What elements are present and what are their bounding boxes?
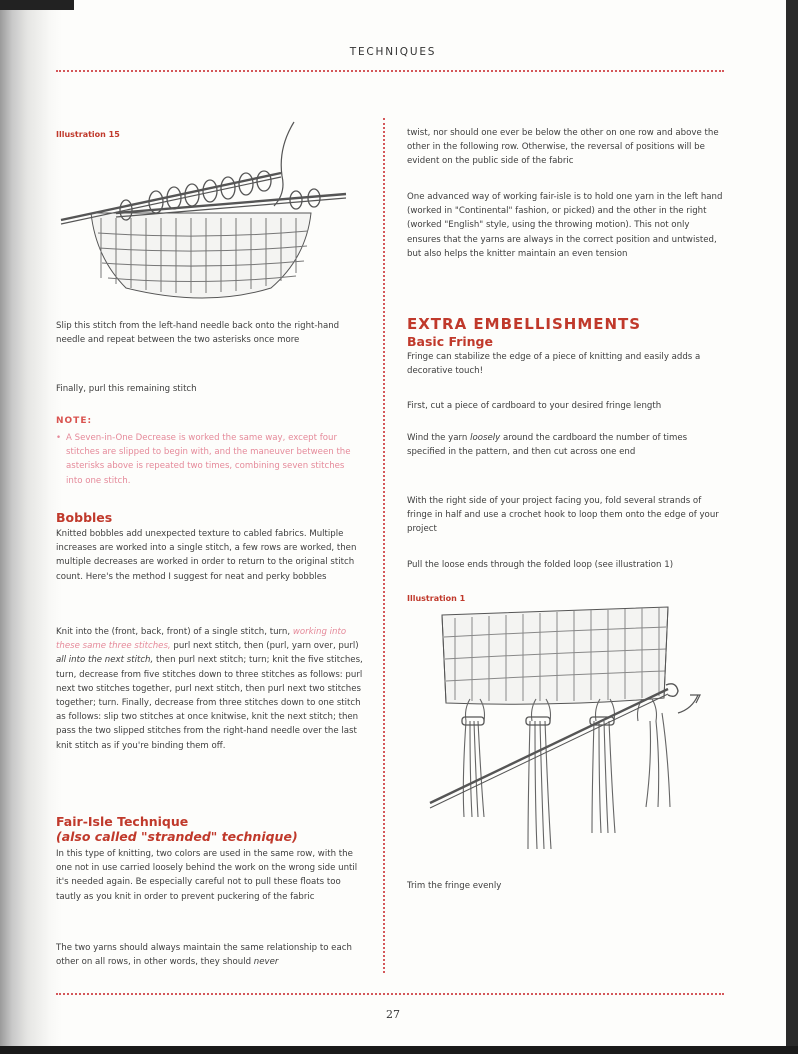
scan-bottom-edge (0, 1046, 798, 1054)
advanced-paragraph: One advanced way of working fair-isle is to hold one yarn in the left hand (worked in "Continental" fashion, or picked) and the other in the right (worked "English" style, using the throwing motion). This not only ensures that the yarns are always in the correct position and untwisted, but also helps the knitter maintain an even tension (407, 192, 723, 259)
slip-paragraph: Slip this stitch from the left-hand needle back onto the right-hand needle and repeat between the two asterisks once more (56, 321, 340, 346)
illustration-15-knitting-needles (56, 118, 356, 310)
note-title: NOTE: (56, 416, 93, 426)
fair-isle-subheading: (also called "stranded" technique) (56, 829, 298, 844)
illustration-1-fringe (410, 603, 710, 868)
basic-fringe-heading: Basic Fringe (407, 334, 493, 349)
finally-paragraph: Finally, purl this remaining stitch (56, 384, 197, 394)
with-paragraph: With the right side of your project facing you, fold several strands of fringe in half and use a crochet hook to loop them onto the edge of your project (407, 496, 719, 535)
book-gutter-shadow (0, 0, 62, 1046)
scan-corner (0, 0, 74, 10)
note-block (56, 431, 358, 488)
illustration-1-caption: Illustration 1 (407, 594, 466, 603)
pull-paragraph: Pull the loose ends through the folded loop (see illustration 1) (407, 560, 674, 570)
bobbles-method-italic-1: working into these same three stitches, (56, 627, 347, 652)
illustration-15-caption: Illustration 15 (56, 130, 120, 139)
fair-isle-paragraph-2-italic: never (253, 957, 279, 968)
bobbles-intro-paragraph: Knitted bobbles add unexpected texture to cabled fabrics. Multiple increases are worked into a single stitch, a few rows are worked, then multiple decreases are worked in order to return to the original stitch count. Here's the method I suggest for neat and perky bobbles (56, 529, 357, 582)
fair-isle-paragraph-2 (56, 941, 362, 969)
running-head: TECHNIQUES (349, 46, 437, 58)
page-number: 27 (386, 1008, 400, 1021)
bobbles-method-paragraph (56, 625, 364, 753)
wind-text-1: Wind the yarn (407, 433, 471, 443)
fair-isle-paragraph-1: In this type of knitting, two colors are used in the same row, with the one not in use carried loosely behind the work on the wrong side until it's needed again. Be especially careful not to pull these floats too tautly as you knit in order to prevent puckering of the fabric (56, 849, 358, 902)
fair-isle-heading: Fair-Isle Technique (56, 814, 189, 829)
bottom-dotted-rule (56, 993, 724, 995)
column-divider (383, 118, 385, 973)
bobbles-method-text-1: Knit into the (front, back, front) of a single stitch, turn, (56, 627, 293, 637)
bobbles-method-text-2: purl next stitch, then (purl, yarn over, purl) (170, 641, 359, 652)
bobbles-heading: Bobbles (56, 510, 113, 525)
fair-isle-paragraph-2-text: The two yarns should always maintain the same relationship to each other on all rows, in other words, they should (56, 943, 352, 968)
fringe-paragraph: Fringe can stabilize the edge of a piece of knitting and easily adds a decorative touch! (407, 352, 701, 377)
note-text: A Seven-in-One Decrease is worked the same way, except four stitches are slipped to begin with, and the maneuver between the asterisks above is repeated two times, combining seven stitches into one stitch. (66, 433, 351, 486)
wind-paragraph (407, 431, 725, 459)
bobbles-method-text-3: then purl next stitch; turn; knit the five stitches, turn, decrease from five stitches down to three stitches as follows: purl next two stitches together, purl next stitch, then purl next two stitches together; turn. Finally, decrease from three stitches down to one stitch as follows: slip two stitches at once knitwise, knit the next stitch; then pass the two slipped stitches from the right-hand needle over the last knit stitch as if you're binding them off. (56, 655, 363, 751)
wind-italic: loosely (470, 433, 501, 443)
wind-text-2: around the cardboard the number of times specified in the pattern, and then cut across one end (407, 433, 688, 458)
note-bullet: • (56, 433, 62, 443)
trim-paragraph: Trim the fringe evenly (407, 881, 502, 891)
bobbles-method-italic-2: all into the next stitch, (56, 655, 154, 666)
extra-embellishments-heading: EXTRA EMBELLISHMENTS (407, 315, 642, 333)
first-paragraph: First, cut a piece of cardboard to your desired fringe length (407, 401, 662, 411)
top-dotted-rule (56, 70, 724, 72)
twist-paragraph: twist, nor should one ever be below the other on one row and above the other in the following row. Otherwise, the reversal of positions will be evident on the public side of the fabric (407, 128, 719, 167)
